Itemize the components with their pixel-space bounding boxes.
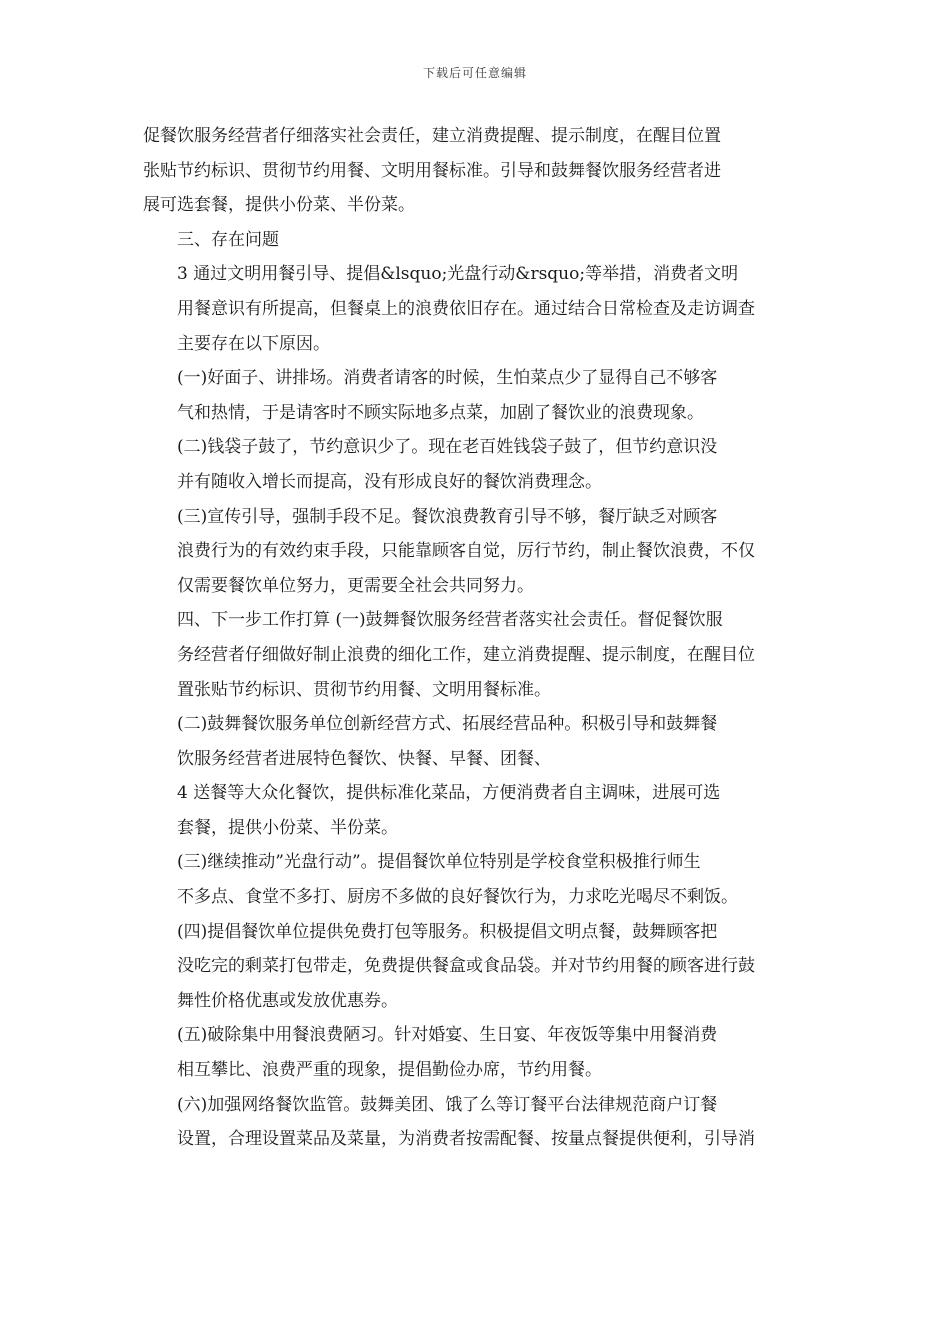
- text-line: 饮服务经营者进展特色餐饮、快餐、早餐、团餐、: [177, 748, 551, 769]
- text-line: 3 通过文明用餐引导、提倡&lsquo;光盘行动&rsquo;等举措，消费者文明: [177, 264, 739, 285]
- text-line: 舞性价格优惠或发放优惠券。: [177, 990, 398, 1011]
- paragraph: [143, 845, 807, 914]
- text-line: (三)继续推动”光盘行动”。提倡餐饮单位特别是学校食堂积极推行师生: [177, 852, 701, 873]
- text-line: 置张贴节约标识、贯彻节约用餐、文明用餐标准。: [177, 679, 551, 700]
- paragraph: [143, 603, 807, 707]
- paragraph: [143, 119, 807, 223]
- text-line: (二)钱袋子鼓了，节约意识少了。现在老百姓钱袋子鼓了，但节约意识没: [177, 437, 718, 458]
- text-line: 四、下一步工作打算 (一)鼓舞餐饮服务经营者落实社会责任。督促餐饮服: [177, 610, 723, 631]
- text-line: 气和热情，于是请客时不顾实际地多点菜，加剧了餐饮业的浪费现象。: [177, 402, 704, 423]
- paragraph: [143, 1088, 807, 1157]
- text-line: 浪费行为的有效约束手段，只能靠顾客自觉，厉行节约，制止餐饮浪费，不仅: [177, 541, 755, 562]
- paragraph: [143, 776, 807, 845]
- text-line: 三、存在问题: [177, 229, 279, 250]
- paragraph: [143, 500, 807, 604]
- text-line: (二)鼓舞餐饮服务单位创新经营方式、拓展经营品种。积极引导和鼓舞餐: [177, 714, 718, 735]
- document-body: [143, 119, 807, 1157]
- text-line: 务经营者仔细做好制止浪费的细化工作，建立消费提醒、提示制度，在醒目位: [177, 644, 755, 665]
- text-line: 套餐，提供小份菜、半份菜。: [177, 817, 398, 838]
- text-line: 没吃完的剩菜打包带走，免费提供餐盒或食品袋。并对节约用餐的顾客进行鼓: [177, 956, 755, 977]
- text-line: (一)好面子、讲排场。消费者请客的时候，生怕菜点少了显得自己不够客: [177, 368, 718, 389]
- text-line: 促餐饮服务经营者仔细落实社会责任，建立消费提醒、提示制度，在醒目位置: [143, 126, 721, 146]
- text-line: 设置，合理设置菜品及菜量，为消费者按需配餐、按量点餐提供便利，引导消: [177, 1129, 755, 1150]
- header-note: 下载后可任意编辑: [422, 66, 527, 80]
- text-line: (五)破除集中用餐浪费陋习。针对婚宴、生日宴、年夜饭等集中用餐消费: [177, 1025, 718, 1046]
- text-line: (四)提倡餐饮单位提供免费打包等服务。积极提倡文明点餐，鼓舞顾客把: [177, 921, 718, 942]
- text-line: 用餐意识有所提高，但餐桌上的浪费依旧存在。通过结合日常检查及走访调查: [177, 298, 755, 319]
- text-line: (六)加强网络餐饮监管。鼓舞美团、饿了么等订餐平台法律规范商户订餐: [177, 1094, 718, 1115]
- paragraph: [143, 915, 807, 1019]
- paragraph: [143, 361, 807, 430]
- paragraph: [143, 223, 807, 258]
- text-line: 4 送餐等大众化餐饮，提供标准化菜品，方便消费者自主调味，进展可选: [177, 783, 721, 804]
- text-line: 展可选套餐，提供小份菜、半份菜。: [143, 195, 415, 216]
- text-line: 主要存在以下原因。: [177, 333, 330, 354]
- paragraph: [143, 430, 807, 499]
- paragraph: [143, 707, 807, 776]
- text-line: 并有随收入增长而提高，没有形成良好的餐饮消费理念。: [177, 471, 602, 492]
- paragraph: [143, 1018, 807, 1087]
- text-line: (三)宣传引导，强制手段不足。餐饮浪费教育引导不够，餐厅缺乏对顾客: [177, 506, 718, 527]
- text-line: 张贴节约标识、贯彻节约用餐、文明用餐标准。引导和鼓舞餐饮服务经营者进: [143, 160, 721, 181]
- paragraph: [143, 257, 807, 361]
- text-line: 相互攀比、浪费严重的现象，提倡勤俭办席，节约用餐。: [177, 1060, 602, 1081]
- text-line: 不多点、食堂不多打、厨房不多做的良好餐饮行为，力求吃光喝尽不剩饭。: [177, 887, 738, 908]
- text-line: 仅需要餐饮单位努力，更需要全社会共同努力。: [177, 575, 534, 596]
